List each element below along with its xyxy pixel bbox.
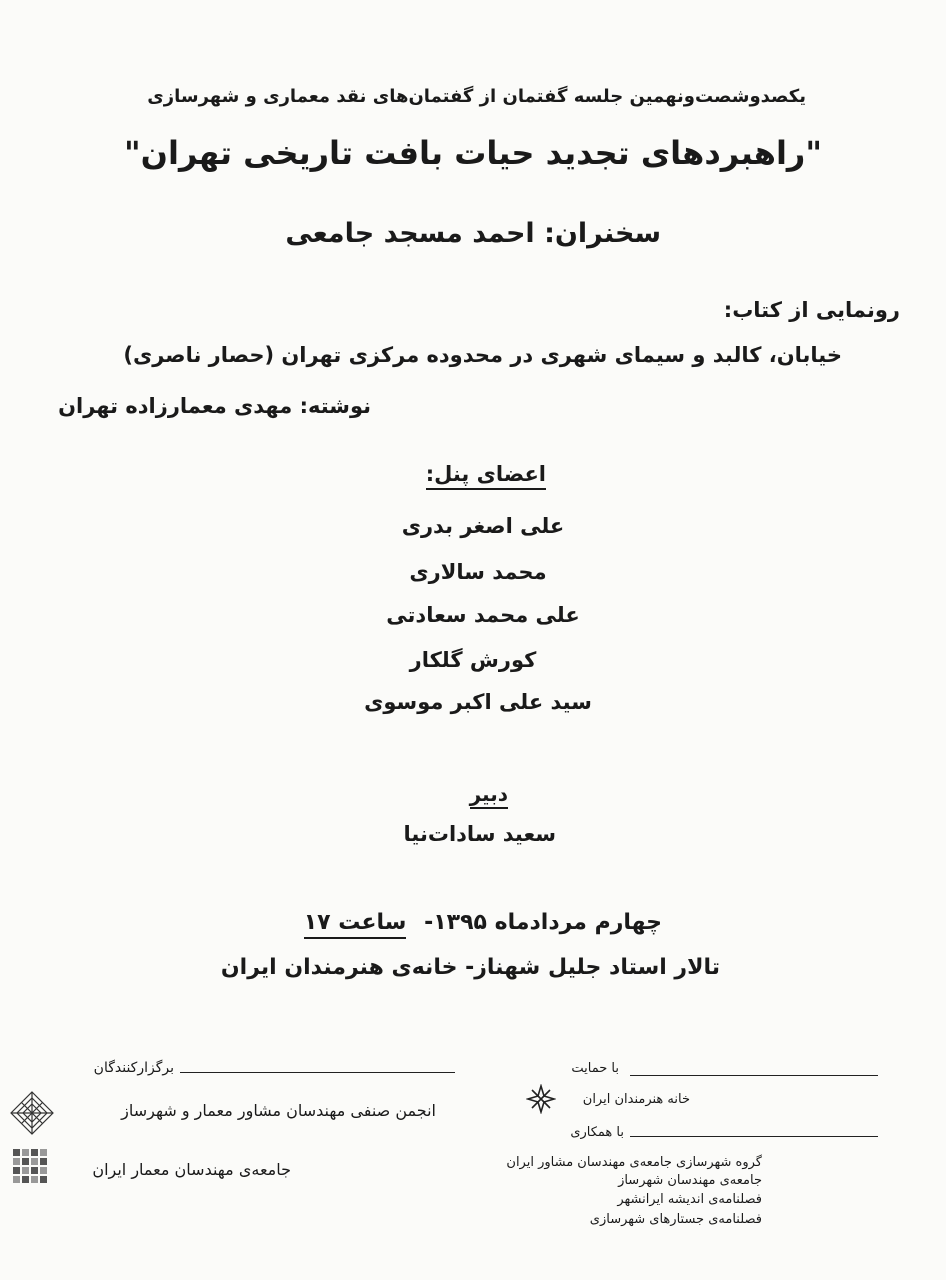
book-title: خیابان، کالبد و سیمای شهری در محدوده مرکزی تهران (حصار ناصری)	[123, 343, 842, 367]
artists-house-logo-icon	[526, 1084, 556, 1114]
event-date: چهارم مردادماه ۱۳۹۵-	[424, 910, 662, 935]
organizer-logo-grid-icon	[12, 1148, 50, 1186]
event-venue: تالار استاد جلیل شهناز- خانه‌ی هنرمندان ایران	[220, 955, 720, 980]
panel-member: علی اصغر بدری	[401, 514, 565, 538]
support-org: خانه هنرمندان ایران	[582, 1092, 690, 1107]
panel-member: محمد سالاری	[409, 560, 547, 584]
collaboration-label: با همکاری	[570, 1125, 624, 1140]
organizers-label: برگزارکنندگان	[93, 1060, 174, 1076]
speaker-line: سخنران: احمد مسجد جامعی	[285, 218, 661, 249]
collaborator: جامعه‌ی مهندسان شهرساز	[618, 1173, 762, 1188]
collaborator: گروه شهرسازی جامعه‌ی مهندسان مشاور ایران	[506, 1155, 762, 1170]
book-author: نوشته: مهدی معمارزاده تهران	[58, 394, 371, 418]
collaborator: فصلنامه‌ی اندیشه ایرانشهر	[617, 1192, 762, 1207]
book-heading: رونمایی از کتاب:	[723, 298, 900, 322]
support-rule	[630, 1075, 878, 1076]
event-title: "راهبردهای تجدید حیات بافت تاریخی تهران"	[124, 134, 822, 172]
event-datetime	[304, 910, 662, 935]
panel-member: کورش گلکار	[409, 648, 537, 672]
organizer-2: جامعه‌ی مهندسان معمار ایران	[92, 1160, 291, 1179]
collaboration-rule	[630, 1136, 878, 1137]
organizer-1: انجمن صنفی مهندسان مشاور معمار و شهرساز	[121, 1101, 436, 1120]
event-time: ساعت ۱۷	[304, 910, 407, 939]
panel-member: علی محمد سعادتی	[386, 603, 580, 627]
panel-heading: اعضای پنل:	[426, 462, 546, 490]
panel-member: سید علی اکبر موسوی	[364, 690, 592, 714]
support-label: با حمایت	[571, 1061, 619, 1076]
secretary-heading: دبیر	[470, 782, 508, 809]
secretary-name: سعید سادات‌نیا	[403, 822, 556, 846]
organizers-rule	[180, 1072, 455, 1073]
collaborator: فصلنامه‌ی جستارهای شهرسازی	[589, 1212, 762, 1227]
organizer-logo-diamond-icon	[10, 1091, 54, 1135]
series-line: یکصدوشصت‌ونهمین جلسه گفتمان از گفتمان‌های نقد معماری و شهرسازی	[147, 86, 806, 107]
